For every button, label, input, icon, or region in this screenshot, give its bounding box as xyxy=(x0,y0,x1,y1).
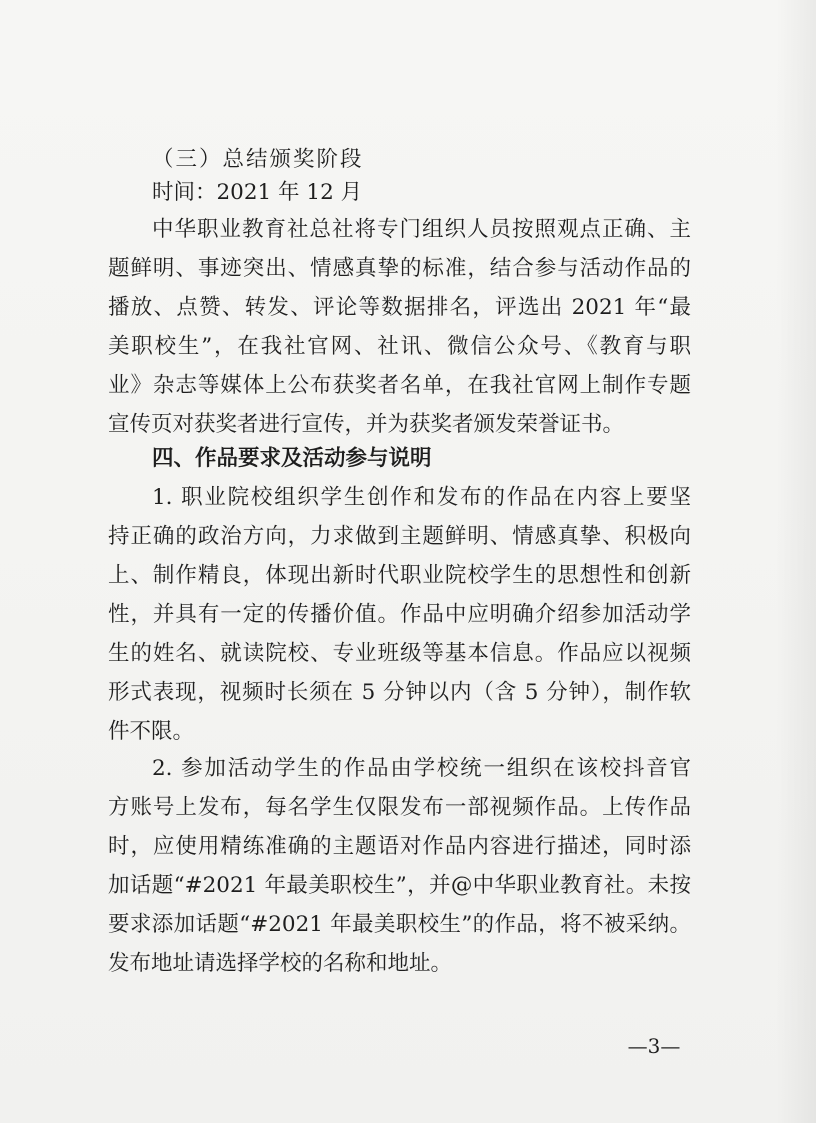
section-heading-summary-award: （三）总结颁奖阶段 xyxy=(152,147,364,172)
item1-line: 生的姓名、就读院校、专业班级等基本信息。作品应以视频 xyxy=(108,641,691,666)
item2-line: 时，应使用精练准确的主题语对作品内容进行描述，同时添 xyxy=(108,834,691,859)
item1-line: 持正确的政治方向，力求做到主题鲜明、情感真挚、积极向 xyxy=(108,524,691,549)
page-number: —3— xyxy=(627,1034,681,1058)
item2-line: 方账号上发布，每名学生仅限发布一部视频作品。上传作品 xyxy=(108,795,691,820)
item2-line: 要求添加话题“#2021 年最美职校生”的作品，将不被采纳。 xyxy=(108,912,691,937)
item1-line: 件不限。 xyxy=(108,719,195,744)
time-line: 时间：2021 年 12 月 xyxy=(152,180,363,205)
paragraph-line: 业》杂志等媒体上公布获奖者名单，在我社官网上制作专题 xyxy=(108,373,691,398)
paragraph-line: 美职校生”，在我社官网、社讯、微信公众号、《教育与职 xyxy=(108,334,691,359)
item2-line: 发布地址请选择学校的名称和地址。 xyxy=(108,951,453,976)
item1-line: 性，并具有一定的传播价值。作品中应明确介绍参加活动学 xyxy=(108,602,691,627)
paragraph-line: 题鲜明、事迹突出、情感真挚的标准，结合参与活动作品的 xyxy=(108,256,691,281)
item2-line: 加话题“#2021 年最美职校生”，并@中华职业教育社。未按 xyxy=(108,873,691,898)
paragraph-line: 宣传页对获奖者进行宣传，并为获奖者颁发荣誉证书。 xyxy=(108,412,625,437)
paragraph-line: 播放、点赞、转发、评论等数据排名，评选出 2021 年“最 xyxy=(108,295,691,320)
page-shadow-edge xyxy=(776,0,816,1123)
paragraph-line: 中华职业教育社总社将专门组织人员按照观点正确、主 xyxy=(152,217,691,242)
section-heading-requirements: 四、作品要求及活动参与说明 xyxy=(152,446,432,471)
item1-line: 形式表现，视频时长须在 5 分钟以内（含 5 分钟），制作软 xyxy=(108,680,691,705)
item1-line: 上、制作精良，体现出新时代职业院校学生的思想性和创新 xyxy=(108,563,691,588)
item2-line: 2. 参加活动学生的作品由学校统一组织在该校抖音官 xyxy=(152,756,691,781)
item1-line: 1. 职业院校组织学生创作和发布的作品在内容上要坚 xyxy=(152,485,691,510)
